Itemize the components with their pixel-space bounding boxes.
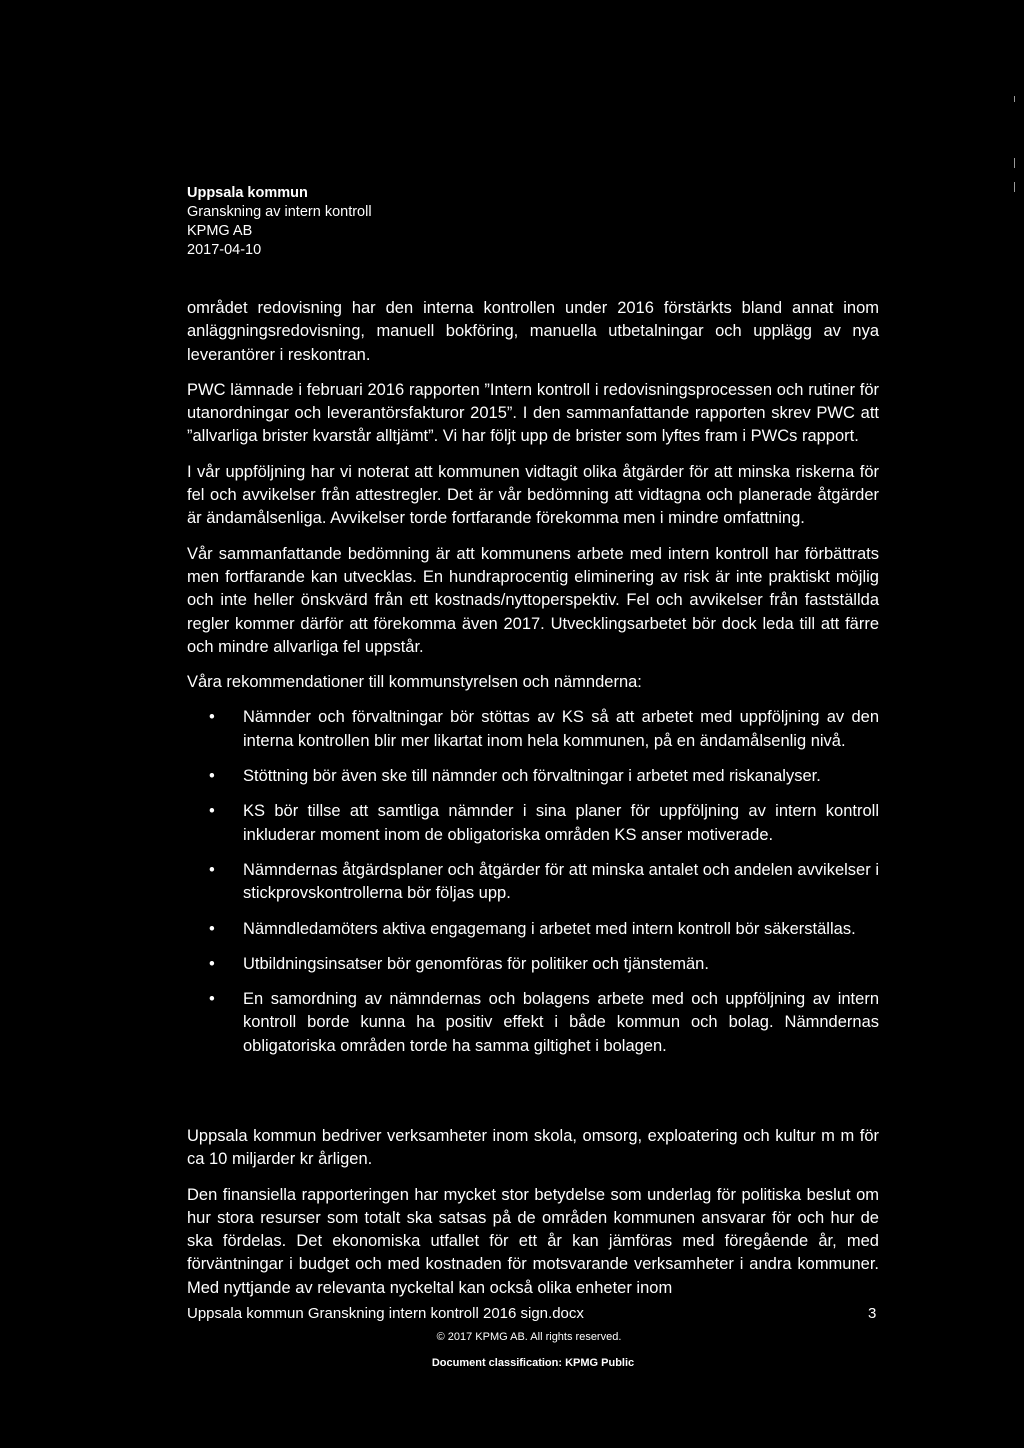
bullet-icon: • xyxy=(209,860,215,879)
main-content xyxy=(187,297,879,1070)
list-item-text: En samordning av nämndernas och bolagens arbete med och uppföljning av intern kontroll borde kunna ha positiv effekt i både kommun och bolag. Nämndernas obligatoriska områden torde ha samma giltighet i bolagen. xyxy=(243,990,879,1055)
recommendations-intro: Våra rekommendationer till kommunstyrelsen och nämnderna: xyxy=(187,673,642,692)
paragraph: Den finansiella rapporteringen har mycket stor betydelse som underlag för politiska beslut om hur stora resurser som totalt ska satsas på de områden kommunen ansvarar för och hur de ska fördelas. Det ekonomiska utfallet för ett år kan jämföras med föregående år, med förväntningar i budget och med kostnaden för motsvarande verksamheter i andra kommuner. Med nyttjande av relevanta nyckeltal kan också olika enheter inom xyxy=(187,1185,879,1297)
list-item-text: Nämndernas åtgärdsplaner och åtgärder för att minska antalet och andelen avvikelser i stickprovskontrollerna bör följas upp. xyxy=(243,860,879,903)
footer-classification: Document classification: KPMG Public xyxy=(431,1357,635,1369)
footer-filename: Uppsala kommun Granskning intern kontroll 2016 sign.docx xyxy=(187,1305,584,1322)
list-item-text: KS bör tillse att samtliga nämnder i sina planer för uppföljning av intern kontroll inkluderar moment inom de obligatoriska områden KS anser motiverade. xyxy=(243,802,879,844)
bullet-icon: • xyxy=(209,708,215,727)
paragraph: området redovisning har den interna kontrollen under 2016 förstärkts bland annat inom anläggningsredovisning, manuell bokföring, manuella utbetalningar och upplägg av nya leverantörer i reskontran. xyxy=(187,299,879,364)
bullet-icon: • xyxy=(209,802,215,821)
list-item xyxy=(187,918,879,941)
header-organization: Uppsala kommun xyxy=(187,185,308,201)
list-item-text: Utbildningsinsatser bör genomföras för politiker och tjänstemän. xyxy=(243,954,709,973)
list-item-text: Nämnder och förvaltningar bör stöttas av KS så att arbetet med uppföljning av den interna kontrollen blir mer likartat inom hela kommunen, på en ändamålsenlig nivå. xyxy=(243,708,879,750)
list-item xyxy=(187,800,879,847)
scan-edge-mark xyxy=(1014,158,1015,168)
bullet-icon: • xyxy=(209,954,215,973)
paragraph: Vår sammanfattande bedömning är att kommunens arbete med intern kontroll har förbättrats men fortfarande kan utvecklas. En hundraprocentig eliminering av risk är inte praktiskt möjlig och inte heller önskvärd från ett kostnads/nyttoperspektiv. Fel och avvikelser från fastställda regler kommer därför att förekomma även 2017. Utvecklingsarbetet bör dock leda till att färre och mindre allvarliga fel uppstår. xyxy=(187,544,879,656)
list-item xyxy=(187,859,879,906)
document-header xyxy=(187,184,372,260)
list-item-text: Nämndledamöters aktiva engagemang i arbetet med intern kontroll bör säkerställas. xyxy=(243,919,856,938)
list-item xyxy=(187,765,879,788)
bullet-icon: • xyxy=(209,990,215,1009)
scan-edge-mark xyxy=(1014,182,1015,192)
recommendations-list xyxy=(187,706,879,1058)
header-report-title: Granskning av intern kontroll xyxy=(187,204,372,220)
paragraph: PWC lämnade i februari 2016 rapporten ”Intern kontroll i redovisningsprocessen och rutiner för utanordningar och leverantörsfakturor 2015”. I den sammanfattande rapporten skrev PWC att ”allvarliga brister kvarstår alltjämt”. Vi har följt upp de brister som lyftes fram i PWCs rapport. xyxy=(187,380,879,446)
footer-copyright: © 2017 KPMG AB. All rights reserved. xyxy=(436,1331,622,1343)
bullet-icon: • xyxy=(209,919,215,938)
paragraph: I vår uppföljning har vi noterat att kommunen vidtagit olika åtgärder för att minska riskerna för fel och avvikelser från attestregler. Det är vår bedömning att vidtagna och planerade åtgärder är ändamålsenliga. Avvikelser torde fortfarande förekomma men i mindre omfattning. xyxy=(187,462,879,528)
bullet-icon: • xyxy=(209,767,215,786)
list-item xyxy=(187,706,879,753)
header-firm: KPMG AB xyxy=(187,223,253,239)
list-item xyxy=(187,988,879,1058)
scan-edge-mark xyxy=(1014,96,1015,102)
paragraph: Uppsala kommun bedriver verksamheter inom skola, omsorg, exploatering och kultur m m för ca 10 miljarder kr årligen. xyxy=(187,1127,879,1169)
lower-content xyxy=(187,1125,879,1312)
list-item-text: Stöttning bör även ske till nämnder och förvaltningar i arbetet med riskanalyser. xyxy=(243,767,821,786)
page-number: 3 xyxy=(868,1305,877,1322)
list-item xyxy=(187,953,879,976)
header-date: 2017-04-10 xyxy=(187,242,262,258)
